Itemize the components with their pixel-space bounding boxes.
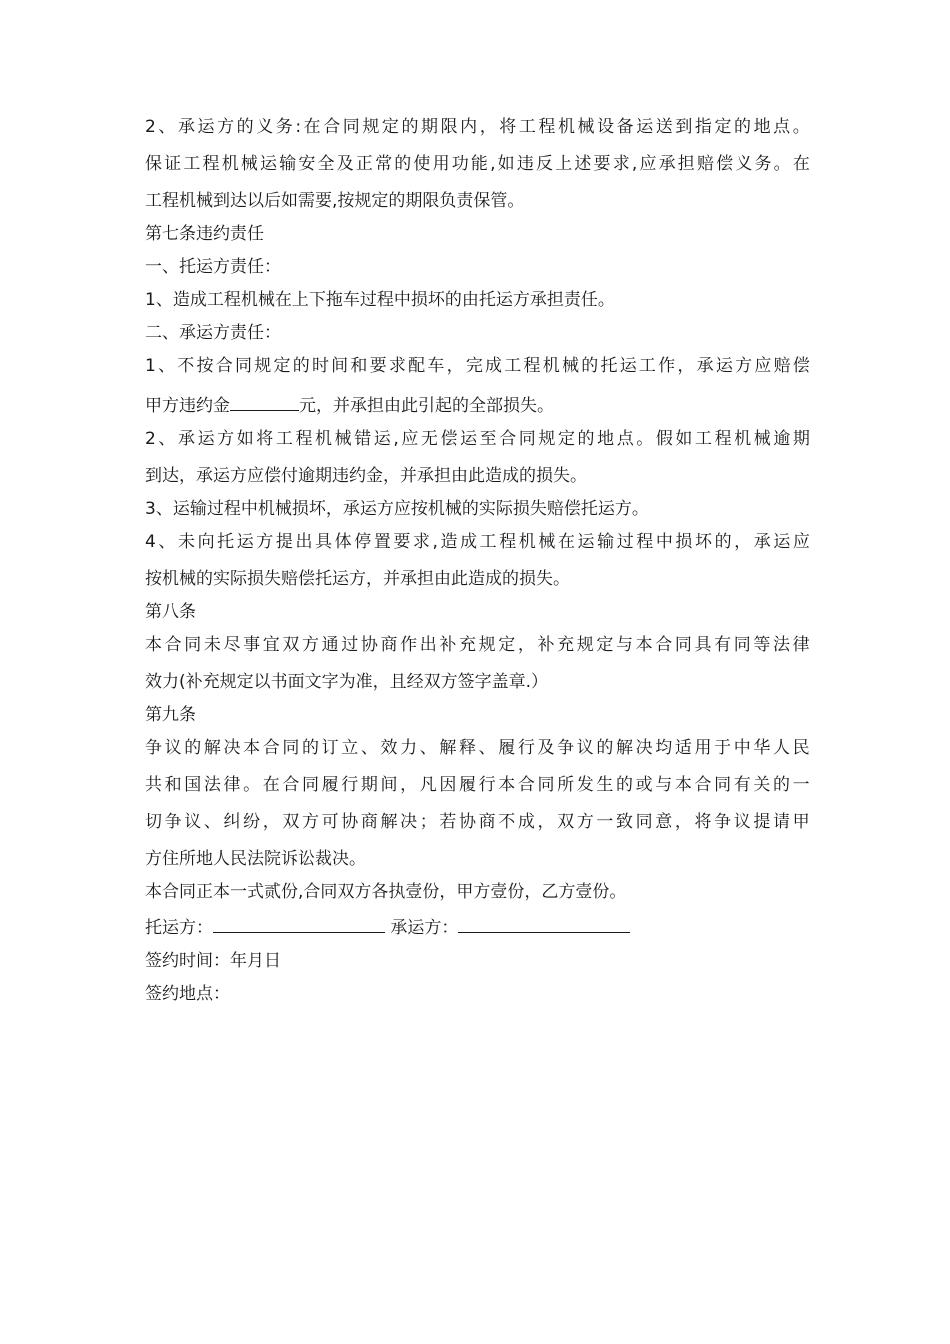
clause-line: 3、运输过程中机械损坏，承运方应按机械的实际损失赔偿托运方。	[145, 499, 649, 519]
clause-line: 本合同正本一式贰份,合同双方各执壹份，甲方壹份，乙方壹份。	[145, 882, 627, 902]
clause-line: 按机械的实际损失赔偿托运方，并承担由此造成的损失。	[145, 569, 570, 589]
signing-date-line: 签约时间：年月日	[145, 951, 281, 971]
clause-line: 工程机械到达以后如需要,按规定的期限负责保管。	[145, 191, 525, 211]
section-heading-article-7: 第七条违约责任	[145, 224, 264, 244]
clause-line: 争 议 的 解 决 本 合 同 的 订 立 、 效 力 、 解 释 、 履 行 及 争 议 的 解 决 均 适 用 于 中 华 人 民	[145, 738, 810, 758]
carrier-signature-blank[interactable]	[458, 917, 630, 933]
clause-line: 1 、 不 按 合 同 规 定 的 时 间 和 要 求 配 车 ， 完 成 工 程 机 械 的 托 运 工 作 ， 承 运 方 应 赔 偿	[145, 356, 810, 376]
penalty-prefix: 甲方违约金	[145, 396, 230, 416]
section-heading-article-8: 第八条	[145, 602, 196, 622]
clause-line: 共 和 国 法 律 。 在 合 同 履 行 期 间 ， 凡 因 履 行 本 合 同 所 发 生 的 或 与 本 合 同 有 关 的 一	[145, 775, 810, 795]
penalty-line	[145, 395, 810, 415]
clause-line: 2 、 承 运 方 的 义 务 : 在 合 同 规 定 的 期 限 内 ， 将 工 程 机 械 设 备 运 送 到 指 定 的 地 点 。	[145, 117, 810, 137]
clause-line: 1、造成工程机械在上下拖车过程中损坏的由托运方承担责任。	[145, 290, 615, 310]
penalty-amount-blank[interactable]	[230, 395, 299, 411]
clause-line: 4 、 未 向 托 运 方 提 出 具 体 停 置 要 求 , 造 成 工 程 机 械 在 运 输 过 程 中 损 坏 的 ， 承 运 应	[145, 532, 810, 552]
clause-line: 本 合 同 未 尽 事 宜 双 方 通 过 协 商 作 出 补 充 规 定 ， 补 充 规 定 与 本 合 同 具 有 同 等 法 律	[145, 635, 810, 655]
carrier-label: 承运方：	[390, 918, 459, 938]
subheading-shipper-liability: 一、托运方责任：	[145, 257, 281, 277]
clause-line: 保 证 工 程 机 械 运 输 安 全 及 正 常 的 使 用 功 能 , 如 违 反 上 述 要 求 , 应 承 担 赔 偿 义 务 。 在	[145, 154, 810, 174]
clause-line: 效力(补充规定以书面文字为准，且经双方签字盖章.）	[145, 672, 549, 692]
penalty-suffix: 元，并承担由此引起的全部损失。	[299, 396, 554, 416]
signature-line	[145, 917, 810, 937]
contract-page	[145, 119, 810, 1003]
clause-line: 到达，承运方应偿付逾期违约金，并承担由此造成的损失。	[145, 466, 587, 486]
clause-line: 方住所地人民法院诉讼裁决。	[145, 849, 366, 869]
shipper-label: 托运方：	[145, 918, 213, 938]
section-heading-article-9: 第九条	[145, 705, 196, 725]
subheading-carrier-liability: 二、承运方责任：	[145, 323, 281, 343]
shipper-signature-blank[interactable]	[213, 917, 385, 933]
clause-line: 2 、 承 运 方 如 将 工 程 机 械 错 运 , 应 无 偿 运 至 合 同 规 定 的 地 点 。 假 如 工 程 机 械 逾 期	[145, 429, 810, 449]
clause-line: 切 争 议 、 纠 纷 ， 双 方 可 协 商 解 决 ； 若 协 商 不 成 ， 双 方 一 致 同 意 ， 将 争 议 提 请 甲	[145, 812, 810, 832]
signing-place-line: 签约地点：	[145, 984, 230, 1004]
